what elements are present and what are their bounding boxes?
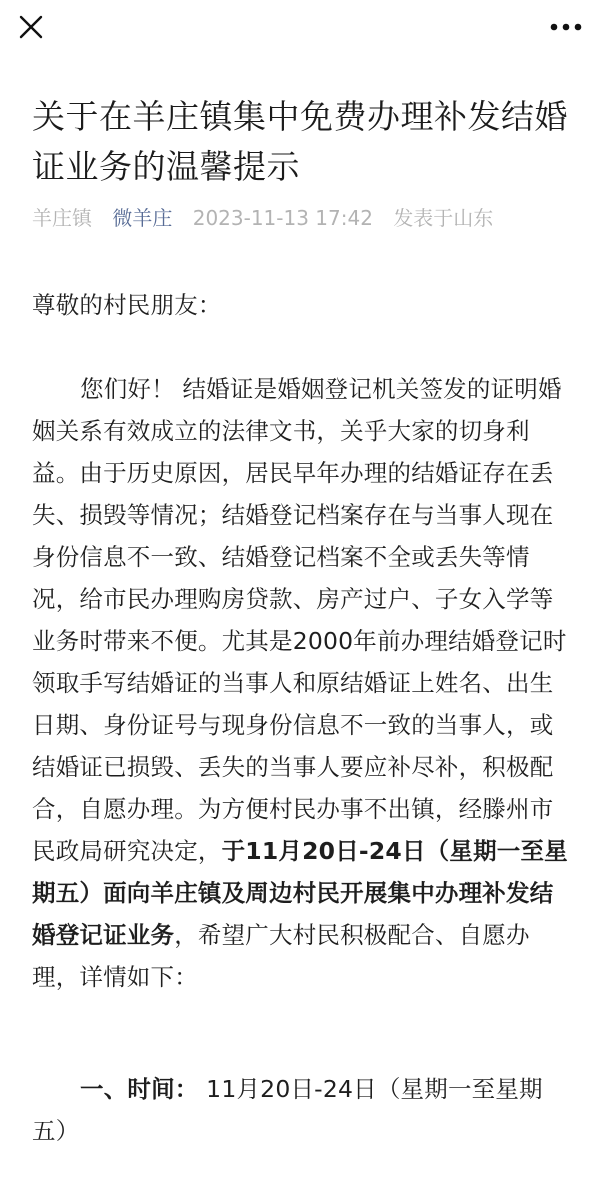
account-link[interactable]: 微羊庄 — [112, 206, 173, 230]
article-title: 关于在羊庄镇集中免费办理补发结婚证业务的温馨提示 — [32, 97, 568, 186]
close-icon — [14, 10, 48, 44]
article-body — [32, 284, 572, 1152]
section-time-label: 一、时间： — [80, 1075, 199, 1103]
publish-location: 发表于山东 — [393, 206, 494, 230]
close-button[interactable] — [14, 10, 48, 44]
intro-outro-text: ，希望广大村民积极配合、自愿办理，详情如下： — [32, 921, 530, 991]
author-name: 羊庄镇 — [32, 206, 92, 230]
more-button[interactable] — [546, 10, 586, 44]
intro-bold-text: 于11月20日-24日（星期一至星期五）面向羊庄镇及周边村民开展集中办理补发结婚登记证业务 — [32, 837, 568, 949]
intro-text: 您们好！ 结婚证是婚姻登记机关签发的证明婚姻关系有效成立的法律文书，关乎大家的切身利益。由于历史原因，居民早年办理的结婚证存在丢失、损毁等情况；结婚登记档案存在与当事人现在身份信息不一致、结婚登记档案不全或丢失等情况，给市民办理购房贷款、房产过户、子女入学等业务时带来不便。尤其是2000年前办理结婚登记时领取手写结婚证的当事人和原结婚证上姓名、出生日期、身份证号与现身份信息不一致的当事人，或结婚证已损毁、丢失的当事人要应补尽补，积极配合，自愿办理。为方便村民办事不出镇，经滕州市民政局研究决定， — [32, 375, 567, 865]
section-time-paragraph — [32, 1068, 572, 1152]
intro-paragraph — [32, 368, 572, 998]
greeting-paragraph: 尊敬的村民朋友： — [32, 291, 222, 319]
publish-datetime: 2023-11-13 17:42 — [192, 206, 373, 230]
paragraph-gap — [32, 998, 572, 1068]
section-time-value: 11月20日-24日（星期一至星期五） — [32, 1075, 543, 1145]
more-dots-icon — [546, 10, 586, 44]
top-bar — [0, 0, 600, 56]
article-meta — [32, 203, 507, 233]
